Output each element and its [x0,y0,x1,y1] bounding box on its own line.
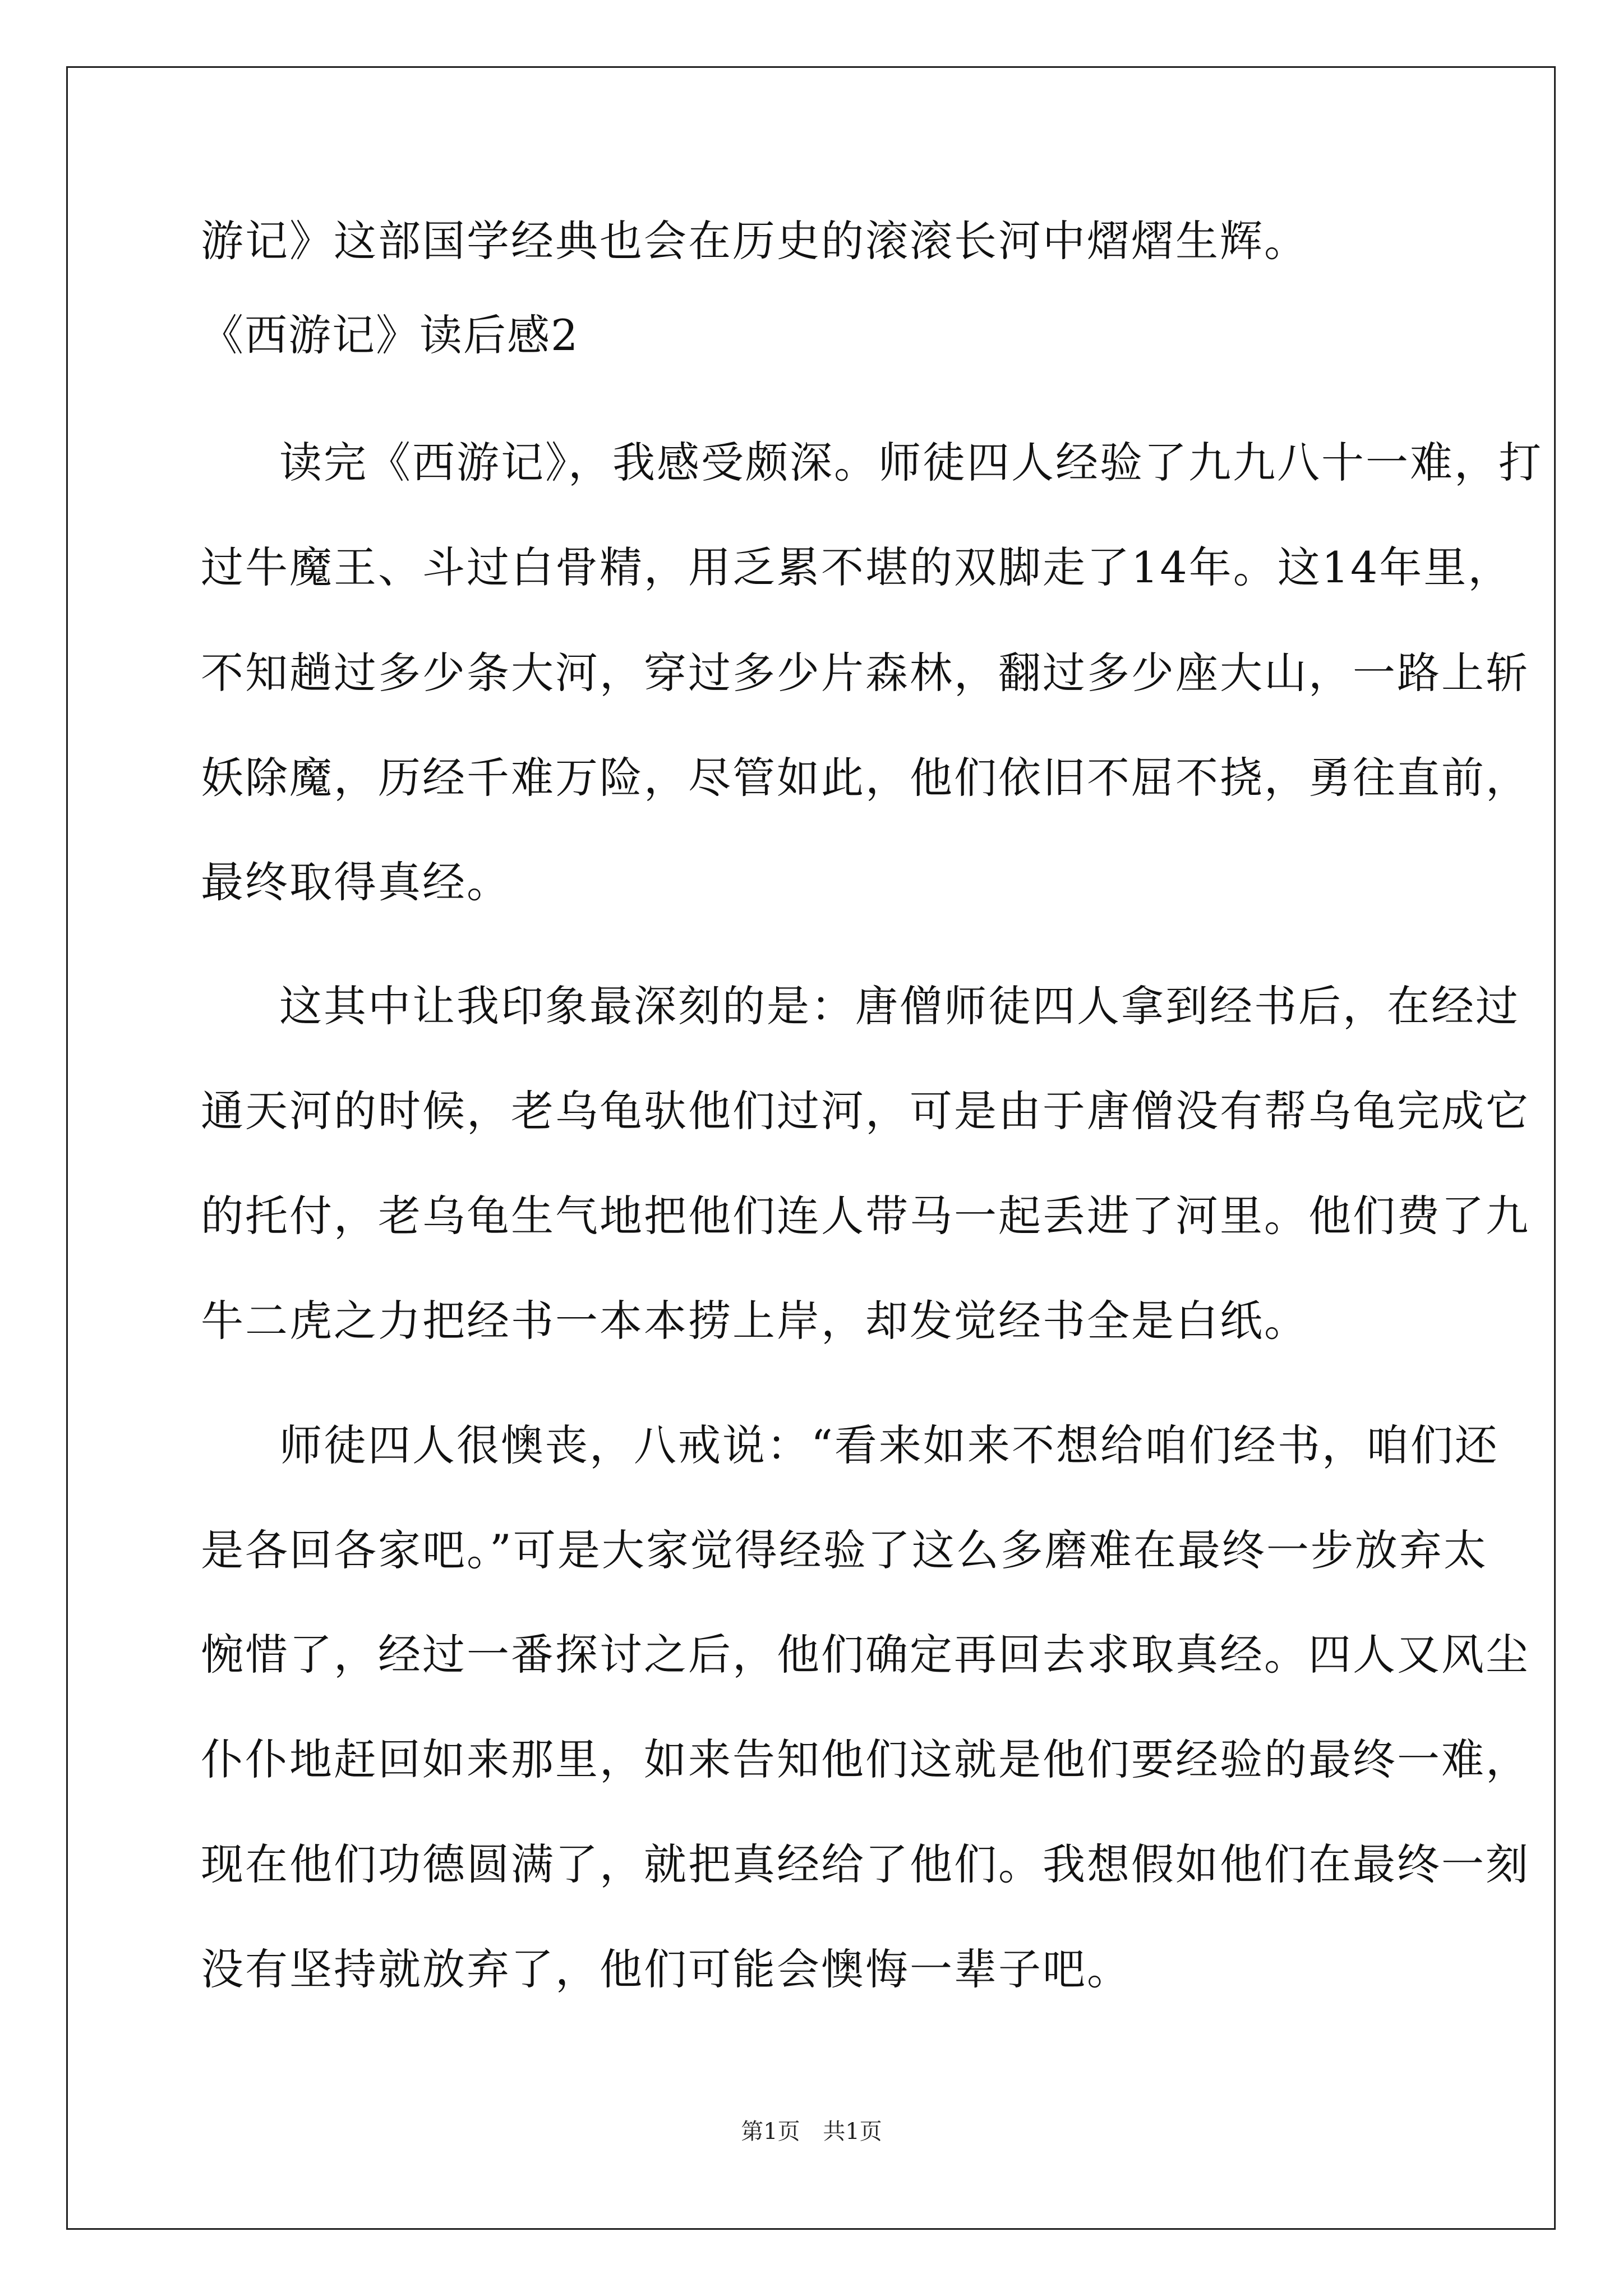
text-line: 读完《西游记》，我感受颇深。师徒四人经验了九九八十一难，打 [279,438,1543,487]
text-line: 最终取得真经。 [201,857,511,907]
text-line: 游记》这部国学经典也会在历史的滚滚长河中熠熠生辉。 [201,216,1308,266]
page-border [66,66,1556,2230]
text-line: 师徒四人很懊丧，八戒说：“看来如来不想给咱们经书，咱们还 [279,1420,1499,1470]
page-number: 第1页 [741,2119,800,2145]
page-footer [0,2115,1623,2148]
text-line: 牛二虎之力把经书一本本捞上岸，却发觉经书全是白纸。 [201,1296,1308,1346]
text-line: 没有坚持就放弃了，他们可能会懊悔一辈子吧。 [201,1944,1131,1994]
text-line: 仆仆地赶回如来那里，如来告知他们这就是他们要经验的最终一难， [201,1734,1530,1784]
page-total: 共1页 [823,2119,882,2145]
section-title: 《西游记》读后感2 [201,310,579,360]
text-line: 现在他们功德圆满了，就把真经给了他们。我想假如他们在最终一刻 [201,1839,1530,1889]
text-line: 的托付，老乌龟生气地把他们连人带马一起丢进了河里。他们费了九 [201,1191,1530,1241]
text-line: 妖除魔，历经千难万险，尽管如此，他们依旧不屈不挠，勇往直前， [201,753,1530,803]
text-line: 不知趟过多少条大河，穿过多少片森林，翻过多少座大山，一路上斩 [201,648,1530,698]
text-line: 这其中让我印象最深刻的是：唐僧师徒四人拿到经书后，在经过 [279,981,1520,1031]
text-line: 惋惜了，经过一番探讨之后，他们确定再回去求取真经。四人又风尘 [201,1630,1530,1680]
text-line: 过牛魔王、斗过白骨精，用乏累不堪的双脚走了14年。这14年里， [201,542,1513,592]
text-line: 通天河的时候，老乌龟驮他们过河，可是由于唐僧没有帮乌龟完成它 [201,1086,1530,1136]
text-line: 是各回各家吧。”可是大家觉得经验了这么多磨难在最终一步放弃太 [201,1525,1488,1575]
